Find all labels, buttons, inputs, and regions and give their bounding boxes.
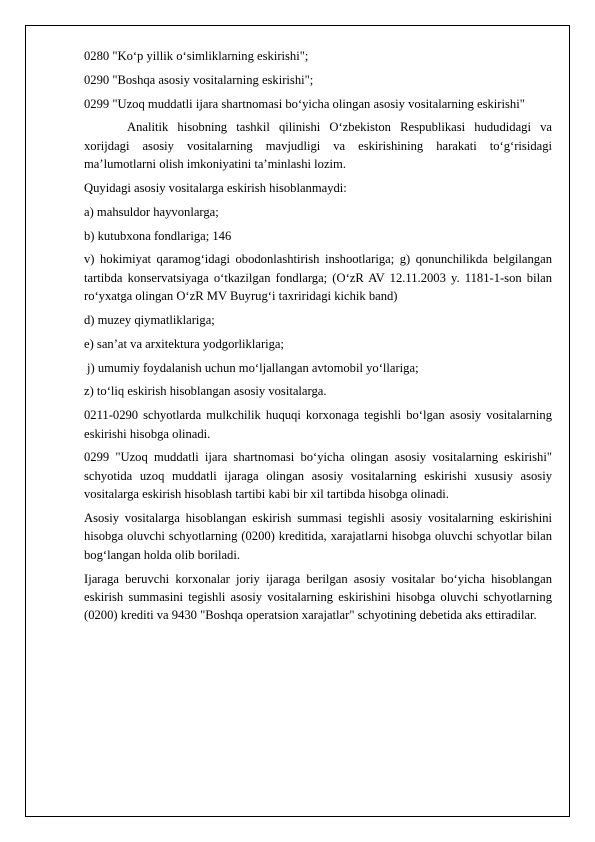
account-0299-line: 0299 "Uzoq muddatli ijara shartnomasi bo‘yicha olingan asosiy vositalarning eskirishi" bbox=[84, 96, 525, 111]
list-item-j: j) umumiy foydalanish uchun mo‘ljallangan avtomobil yo‘llariga; bbox=[87, 360, 419, 375]
list-item-e: e) san’at va arxitektura yodgorliklariga; bbox=[84, 336, 285, 351]
list-item-d: d) muzey qiymatliklariga; bbox=[84, 313, 215, 327]
account-0290-line: 0290 "Boshqa asosiy vositalarning eskirishi"; bbox=[84, 72, 314, 87]
list-item-z: z) to‘liq eskirish hisoblangan asosiy vositalarga. bbox=[84, 384, 327, 399]
account-0299-paragraph: 0299 "Uzoq muddatli ijara shartnomasi bo‘yicha olingan asosiy vositalarning eskirishi" schyotida uzoq muddatli ijaraga olingan asosiy vositalarning eskirishi xususiy asosiy vositalarga eskirish hisoblash tartibi kabi bir xil tartibda hisobga olinadi. bbox=[84, 450, 552, 502]
analytic-accounting-paragraph: Analitik hisobning tashkil qilinishi O‘zbekiston Respublikasi hududidagi va xorijdagi asosiy vositalarning mavjudligi va eskirishining harakati to‘g‘risidagi ma’lumotlarni olish imkoniyatini ta’minlashi lozim. bbox=[84, 120, 552, 172]
lessor-paragraph: Ijaraga beruvchi korxonalar joriy ijaraga berilgan asosiy vositalar bo‘yicha hisoblangan eskirish summasini tegishli asosiy vositalarning eskirishini hisobga oluvchi schyotlarning (0200) krediti va 9430 "Boshqa operatsion xarajatlar" schyotining debetida aks ettiradilar. bbox=[84, 571, 552, 623]
list-item-a: a) mahsuldor hayvonlarga; bbox=[84, 204, 219, 219]
account-0280-line: 0280 "Ko‘p yillik o‘simliklarning eskirishi"; bbox=[84, 49, 309, 63]
list-item-v-g: v) hokimiyat qaramog‘idagi obodonlashtirish inshootlariga; g) qonunchilikda belgilangan tartibda konservatsiyaga o‘tkazilgan fondlarga; (O‘zR AV 12.11.2003 y. 1181-1-son bilan ro‘yxatga olingan O‘zR MV Buyrug‘i taxriridagi kichik band) bbox=[84, 252, 552, 304]
accounts-0211-0290-paragraph: 0211-0290 schyotlarda mulkchilik huquqi korxonaga tegishli bo‘lgan asosiy vositalarning eskirishi hisobga olinadi. bbox=[84, 408, 552, 441]
depreciation-sum-paragraph: Asosiy vositalarga hisoblangan eskirish summasi tegishli asosiy vositalarning eskirishini hisobga oluvchi schyotlarning (0200) kreditida, xarajatlarni hisobga oluvchi schyotlar bilan bog‘langan holda olib boriladi. bbox=[84, 511, 552, 562]
list-item-b: b) kutubxona fondlariga; 146 bbox=[84, 228, 232, 243]
document-body bbox=[84, 47, 552, 630]
no-depreciation-intro: Quyidagi asosiy vositalarga eskirish hisoblanmaydi: bbox=[84, 181, 347, 195]
